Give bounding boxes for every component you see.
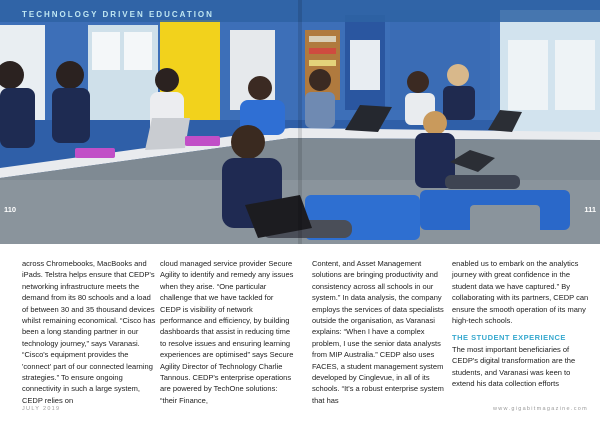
column-1-paragraph: across Chromebooks, MacBooks and iPads. Telstra helps ensure that CEDP's networking infrastructure meets the demand from its 80 schools and a load of between 30 and 35 thousand devices whilst remaining economical. “Cisco has been a long standing partner in our technology journey,” says Varanasi. “Cisco's equipment provides the 'connect' part of our connected learning strategies.” To ensure ongoing connectivity in such a large system, CEDP relies on [22,259,156,405]
text-column-2 [160,258,295,406]
subheading: THE STUDENT EXPERIENCE [452,333,566,343]
column-2-paragraph: cloud managed service provider Secure Agility to identify and remedy any issues when they arise. “One particular challenge that we have tackled for CEDP is visibility of network performance and efficiency, by building dashboards that assist in reducing time to resolve issues and ensuring learning experiences are optimised” says Secure Agility Director of Technology Charlie Tannous. CEDP's enterprise operations are powered by TechOne solutions: “their Finance, [160,259,294,405]
footer-date: JULY 2019 [22,406,61,412]
text-column-1 [22,258,157,406]
column-3-paragraph: Content, and Asset Management solutions are bringing productivity and consistency across all schools in our system.” In data analysis, the company employs the services of data specialists outside the organisation, as Varanasi explains: “When I have a complex problem, I use the senior data analysts from MIP Australia.” CEDP also uses FACES, a student management system developed by Cinglevue, in all of its schools. “It's a robust enterprise system that has [312,259,444,405]
column-4-paragraph-2: The most important beneficiaries of CEDP's digital transformation are the students, and Varanasi was keen to extend his data collection efforts [452,344,576,389]
column-4-paragraph: enabled us to embark on the analytics journey with great confidence in the student data we have captured.” By collaborating with its partners, CEDP can ensure the smooth operation of its many high-tech schools. [452,259,589,326]
page-number-right: 111 [584,205,596,214]
page-number-left: 110 [4,205,17,214]
footer-website[interactable]: www.gigabitmagazine.com [492,406,588,412]
text-column-4 [452,258,590,389]
section-header: TECHNOLOGY DRIVEN EDUCATION [22,10,214,19]
text-column-3 [312,258,447,406]
